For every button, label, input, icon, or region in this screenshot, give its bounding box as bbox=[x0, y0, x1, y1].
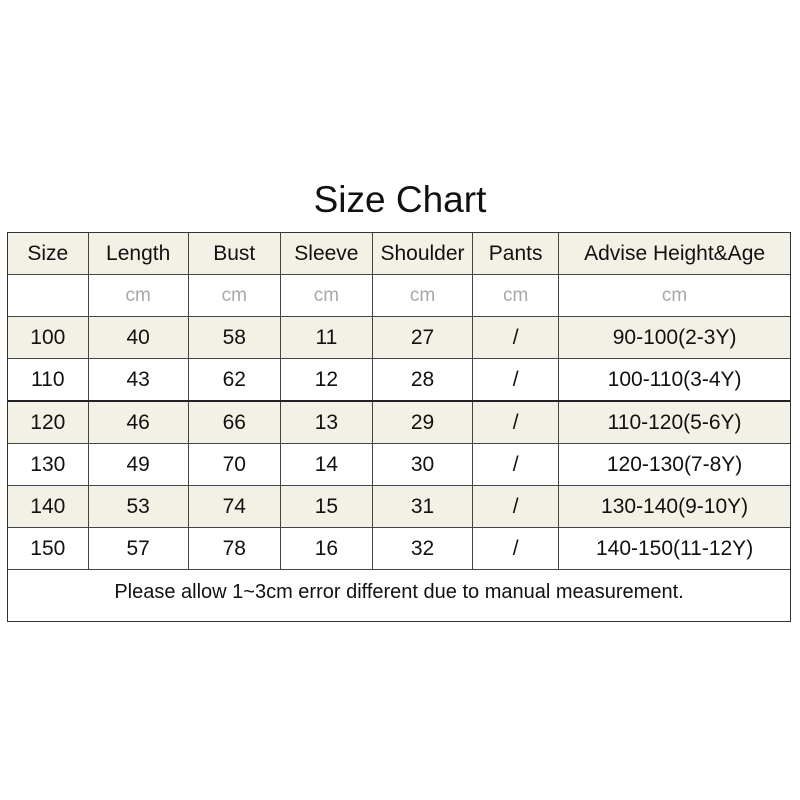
advise-height-age-cell: 100-110(3-4Y) bbox=[559, 359, 790, 402]
bust-cell: 70 bbox=[188, 444, 280, 486]
header-row bbox=[8, 233, 790, 275]
advise-height-age-cell: 130-140(9-10Y) bbox=[559, 486, 790, 528]
size-cell: 150 bbox=[8, 528, 88, 570]
shoulder-cell: 32 bbox=[372, 528, 472, 570]
length-cell: 43 bbox=[88, 359, 188, 402]
measurement-note: Please allow 1~3cm error different due to manual measurement. bbox=[114, 581, 684, 603]
header-cell-advise-height-age: Advise Height&Age bbox=[559, 233, 790, 275]
unit-cell: cm bbox=[473, 275, 559, 317]
size-chart-table bbox=[8, 233, 790, 570]
unit-row bbox=[8, 275, 790, 317]
pants-cell: / bbox=[473, 317, 559, 359]
bust-cell: 66 bbox=[188, 401, 280, 444]
sleeve-cell: 11 bbox=[280, 317, 372, 359]
header-cell-size: Size bbox=[8, 233, 88, 275]
unit-cell: cm bbox=[372, 275, 472, 317]
table-row bbox=[8, 359, 790, 402]
header-cell-pants: Pants bbox=[473, 233, 559, 275]
table-row bbox=[8, 401, 790, 444]
bust-cell: 58 bbox=[188, 317, 280, 359]
size-cell: 100 bbox=[8, 317, 88, 359]
bust-cell: 62 bbox=[188, 359, 280, 402]
table-row bbox=[8, 444, 790, 486]
sleeve-cell: 14 bbox=[280, 444, 372, 486]
sleeve-cell: 15 bbox=[280, 486, 372, 528]
size-cell: 130 bbox=[8, 444, 88, 486]
length-cell: 40 bbox=[88, 317, 188, 359]
shoulder-cell: 27 bbox=[372, 317, 472, 359]
size-cell: 120 bbox=[8, 401, 88, 444]
bust-cell: 74 bbox=[188, 486, 280, 528]
pants-cell: / bbox=[473, 486, 559, 528]
advise-height-age-cell: 110-120(5-6Y) bbox=[559, 401, 790, 444]
table-row bbox=[8, 486, 790, 528]
unit-cell: cm bbox=[559, 275, 790, 317]
size-cell: 110 bbox=[8, 359, 88, 402]
length-cell: 49 bbox=[88, 444, 188, 486]
sleeve-cell: 12 bbox=[280, 359, 372, 402]
shoulder-cell: 29 bbox=[372, 401, 472, 444]
shoulder-cell: 30 bbox=[372, 444, 472, 486]
table-row bbox=[8, 317, 790, 359]
header-cell-bust: Bust bbox=[188, 233, 280, 275]
header-cell-shoulder: Shoulder bbox=[372, 233, 472, 275]
sleeve-cell: 16 bbox=[280, 528, 372, 570]
advise-height-age-cell: 120-130(7-8Y) bbox=[559, 444, 790, 486]
size-chart-table-frame bbox=[7, 232, 791, 622]
shoulder-cell: 28 bbox=[372, 359, 472, 402]
length-cell: 57 bbox=[88, 528, 188, 570]
unit-cell: cm bbox=[280, 275, 372, 317]
size-cell: 140 bbox=[8, 486, 88, 528]
bust-cell: 78 bbox=[188, 528, 280, 570]
shoulder-cell: 31 bbox=[372, 486, 472, 528]
header-cell-sleeve: Sleeve bbox=[280, 233, 372, 275]
pants-cell: / bbox=[473, 444, 559, 486]
advise-height-age-cell: 140-150(11-12Y) bbox=[559, 528, 790, 570]
size-chart-title: Size Chart bbox=[313, 179, 487, 220]
pants-cell: / bbox=[473, 528, 559, 570]
length-cell: 53 bbox=[88, 486, 188, 528]
unit-cell: cm bbox=[88, 275, 188, 317]
unit-cell bbox=[8, 275, 88, 317]
advise-height-age-cell: 90-100(2-3Y) bbox=[559, 317, 790, 359]
length-cell: 46 bbox=[88, 401, 188, 444]
sleeve-cell: 13 bbox=[280, 401, 372, 444]
pants-cell: / bbox=[473, 359, 559, 402]
header-cell-length: Length bbox=[88, 233, 188, 275]
pants-cell: / bbox=[473, 401, 559, 444]
unit-cell: cm bbox=[188, 275, 280, 317]
